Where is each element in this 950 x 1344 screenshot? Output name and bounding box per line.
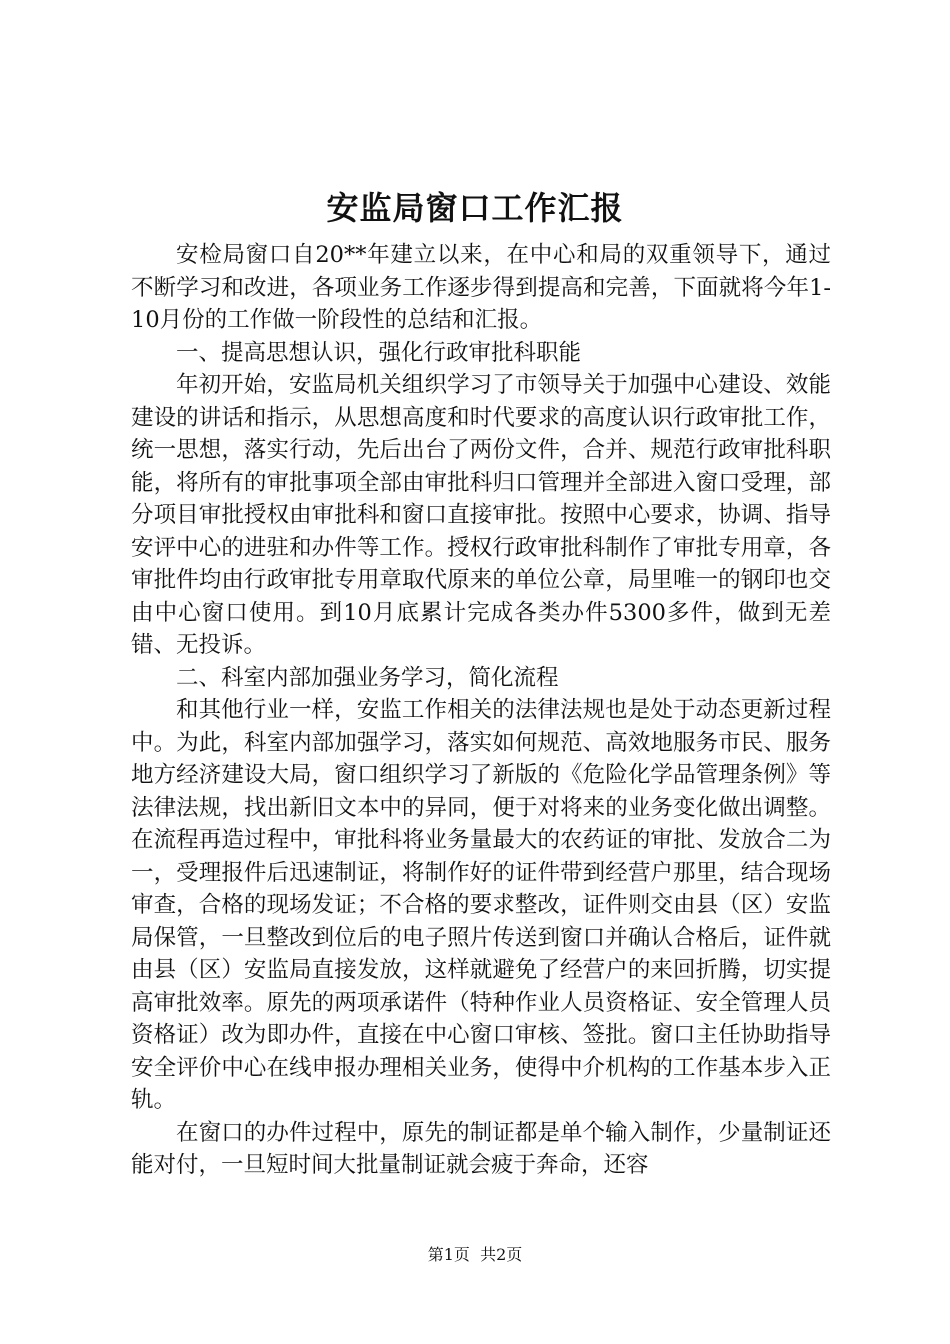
section-heading-1: 一、提高思想认识，强化行政审批科职能 bbox=[176, 339, 582, 366]
section-heading-2: 二、科室内部加强业务学习，简化流程 bbox=[176, 664, 559, 691]
page-footer bbox=[0, 1243, 950, 1267]
paragraph-section-1: 年初开始，安监局机关组织学习了市领导关于加强中心建设、效能建设的讲话和指示，从思想高度和时代要求的高度认识行政审批工作，统一思想，落实行动，先后出台了两份文件，合并、规范行政审批科职能，将所有的审批事项全部由审批科归口管理并全部进入窗口受理，部分项目审批授权由审批科和窗口直接审批。按照中心要求，协调、指导安评中心的进驻和办件等工作。授权行政审批科制作了审批专用章，各审批件均由行政审批专用章取代原来的单位公章，局里唯一的钢印也交由中心窗口使用。到10月底累计完成各类办件5300多件，做到无差错、无投诉。 bbox=[131, 372, 831, 658]
paragraph-window-processing: 在窗口的办件过程中，原先的制证都是单个输入制作，少量制证还能对付，一旦短时间大批量制证就会疲于奔命，还容 bbox=[131, 1119, 831, 1178]
page-number-label: 第1页 共2页 bbox=[427, 1245, 523, 1264]
document-title: 安监局窗口工作汇报 bbox=[326, 189, 624, 227]
paragraph-section-2: 和其他行业一样，安监工作相关的法律法规也是处于动态更新过程中。为此，科室内部加强学习，落实如何规范、高效地服务市民、服务地方经济建设大局，窗口组织学习了新版的《危险化学品管理条例》等法律法规，找出新旧文本中的异同，便于对将来的业务变化做出调整。在流程再造过程中，审批科将业务量最大的农药证的审批、发放合二为一，受理报件后迅速制证，将制作好的证件带到经营户那里，结合现场审查，合格的现场发证；不合格的要求整改，证件则交由县（区）安监局保管，一旦整改到位后的电子照片传送到窗口并确认合格后，证件就由县（区）安监局直接发放，这样就避免了经营户的来回折腾，切实提高审批效率。原先的两项承诺件（特种作业人员资格证、安全管理人员资格证）改为即办件，直接在中心窗口审核、签批。窗口主任协助指导安全评价中心在线申报办理相关业务，使得中介机构的工作基本步入正轨。 bbox=[131, 697, 831, 1113]
document-body bbox=[131, 239, 831, 1182]
paragraph-intro: 安检局窗口自20**年建立以来，在中心和局的双重领导下，通过不断学习和改进，各项业务工作逐步得到提高和完善，下面就将今年1-10月份的工作做一阶段性的总结和汇报。 bbox=[131, 242, 831, 333]
